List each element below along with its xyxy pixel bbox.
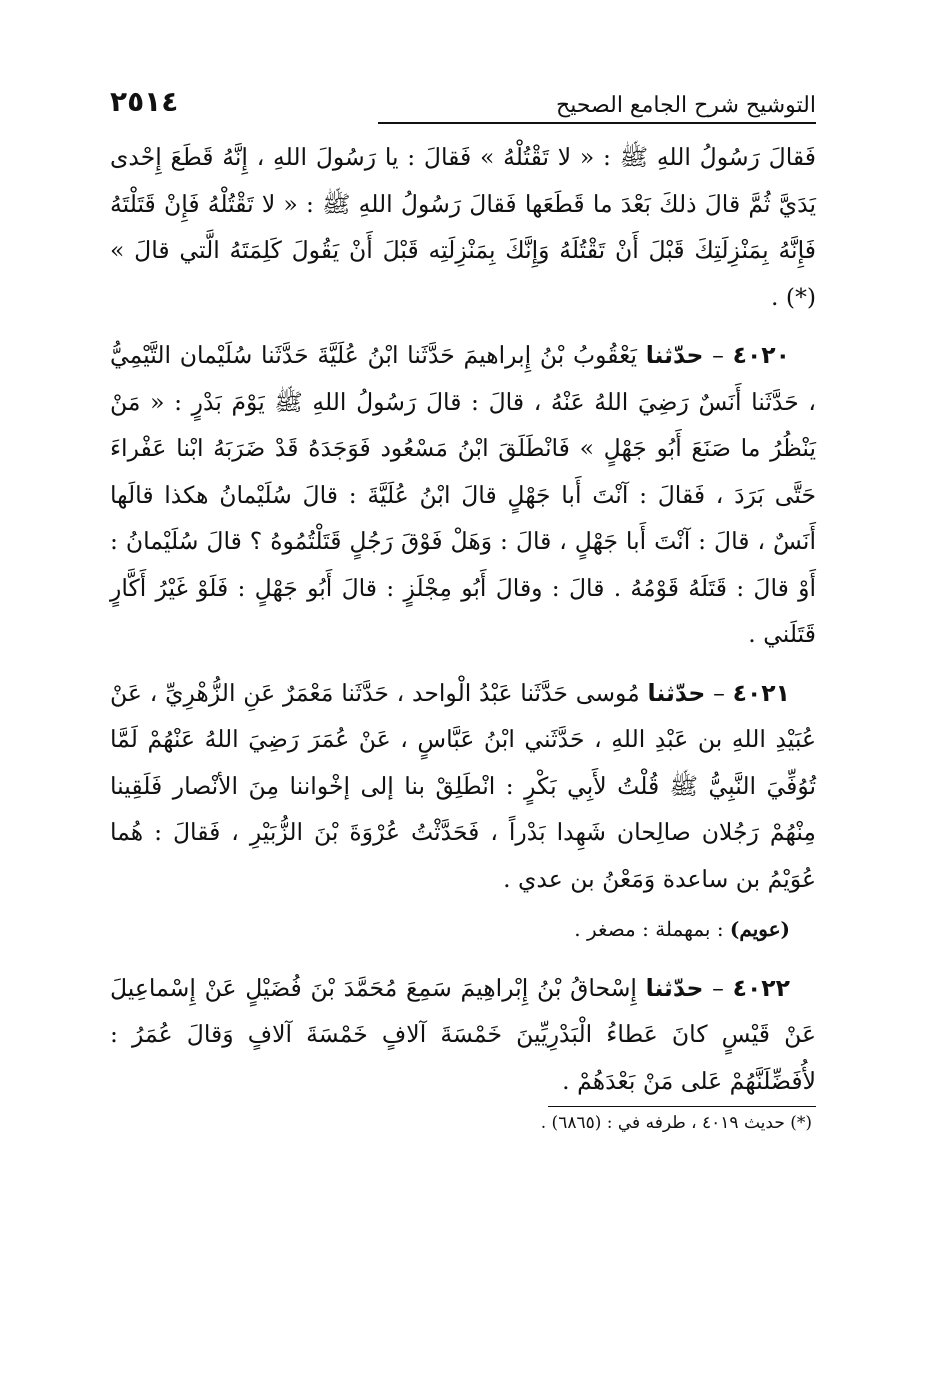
main-text [110,134,816,1104]
footnote: (*) حديث ٤٠١٩ ، طرفه في : (٦٨٦٥) . [540,1113,812,1133]
book-page [110,78,816,1133]
hadith-text: إِسْحاقُ بْنُ إِبْراهِيمَ سَمِعَ مُحَمَّدَ بْنَ فُضَيْلٍ عَنْ إِسْماعِيلَ عَنْ قَيْسٍ كانَ عَطاءُ الْبَدْرِيِّينَ خَمْسَةَ آلافٍ خَمْسَةَ آلافٍ وَقالَ عُمَرُ : لأُفَضِّلَنَّهُمْ عَلى مَنْ بَعْدَهُمْ . [110,973,816,1095]
hadith-4022 [110,965,816,1105]
hadith-opening: حدّثنا [647,678,706,707]
hadith-number: ٤٠٢١ [732,678,790,707]
hadith-number: ٤٠٢٠ [732,341,790,369]
hadith-text: مُوسى حَدَّثَنا عَبْدُ الْواحد ، حَدَّثَنا مَعْمَرٌ عَنِ الزُّهْرِيِّ ، عَنْ عُبَيْدِ اللهِ بن عَبْدِ اللهِ ، حَدَّثَني ابْنُ عَبَّاسٍ ، عَنْ عُمَرَ رَضِيَ اللهُ عَنْهُمْ لَمَّا تُوُفِّيَ النَّبِيُّ ﷺ قُلْتُ لأَبِي بَكْرٍ : انْطَلِقْ بنا إلى إخْواننا مِنَ الأنْصار فَلَقِينا مِنْهُمْ رَجُلان صالِحان شَهِدا بَدْراً ، فَحَدَّثْتُ عُرْوَةَ بْنَ الزُّبَيْرِ ، فَقالَ : هُما عُوَيْمُ بن ساعدة وَمَعْنُ بن عدي . [110,678,816,893]
hadith-text: يَعْقُوبُ بْنُ إِبراهيمَ حَدَّثَنا ابْنُ عُلَيَّةَ حَدَّثَنا سُلَيْمان التَّيْمِيُّ ، حَدَّثَنا أَنَسٌ رَضِيَ اللهُ عَنْهُ ، قالَ : قالَ رَسُولُ اللهِ ﷺ يَوْمَ بَدْرٍ : « مَنْ يَنْظُرُ ما صَنَعَ أَبُو جَهْلٍ » فَانْطَلَقَ ابْنُ مَسْعُود فَوَجَدَهُ قَدْ ضَرَبَهُ ابْنا عَفْراءَ حَتَّى بَرَدَ ، فَقالَ : آنْتَ أَبا جَهْلٍ قالَ ابْنُ عُلَيَّةَ : قالَ سُلَيْمانُ هكذا قالَها أَنَسٌ ، قالَ : آنْتَ أَبا جَهْلٍ ، قالَ : وَهَلْ فَوْقَ رَجُلٍ قَتَلْتُمُوهُ ؟ قالَ سُلَيْمانُ : أَوْ قالَ : قَتَلَهُ قَوْمُهُ . قالَ : وقالَ أَبُو مِجْلَزٍ : قالَ أَبُو جَهْلٍ : فَلَوْ غَيْرُ أَكَّارٍ قَتَلَني . [110,341,817,648]
hadith-dash: – [703,973,733,1002]
note-term: (عويم) [729,917,790,941]
hadith-opening: حدّثنا [645,341,704,369]
footnote-rule [548,1106,816,1107]
hadith-opening: حدّثنا [645,973,704,1002]
hadith-dash: – [703,341,733,369]
commentary-note [110,906,816,953]
hadith-4020 [110,332,816,658]
page-number: ٢٥١٤ [110,85,179,118]
intro-paragraph: فَقالَ رَسُولُ اللهِ ﷺ : « لا تَقْتُلْهُ » فَقالَ : يا رَسُولَ اللهِ ، إِنَّهُ قَطَعَ إِحْدى يَدَيَّ ثُمَّ قالَ ذلكَ بَعْدَ ما قَطَعَها فَقالَ رَسُولُ اللهِ ﷺ : « لا تَقْتُلْهُ فَإِنْ قَتَلْتَهُ فَإِنَّهُ بِمَنْزِلَتِكَ قَبْلَ أَنْ تَقْتُلَهُ وَإِنَّكَ بِمَنْزِلَتِه قَبْلَ أَنْ يَقُولَ كَلِمَتَهُ الَّتي قالَ » (*) . [110,143,816,311]
running-title: التوشيح شرح الجامع الصحيح [556,93,816,118]
hadith-dash: – [705,678,733,707]
header-rule [378,122,816,124]
note-text: : بمهملة : مصغر . [574,917,730,941]
hadith-number: ٤٠٢٢ [732,973,790,1002]
page-header [110,78,816,118]
hadith-4021 [110,670,816,903]
